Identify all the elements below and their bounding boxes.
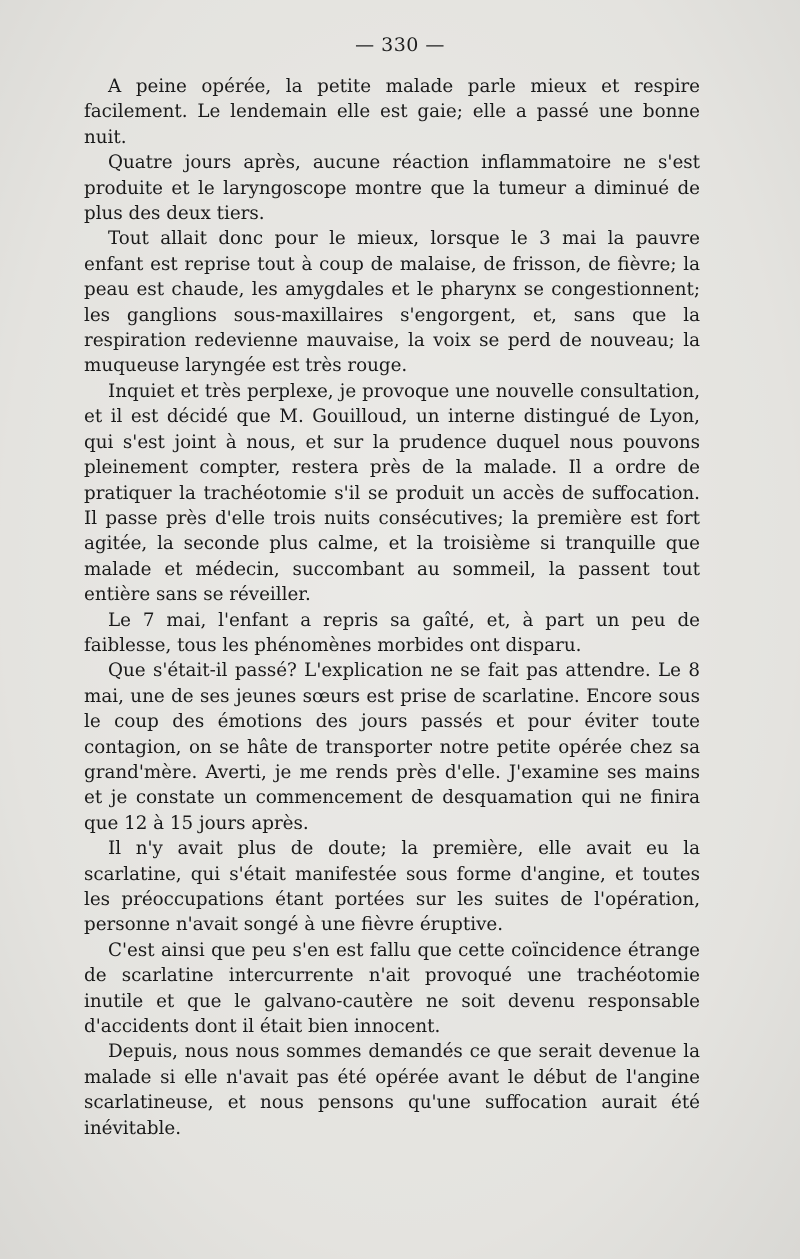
paragraph: Depuis, nous nous sommes demandés ce que serait devenue la malade si elle n'avait pas été opérée avant le début de l'angine scarlatineuse, et nous pensons qu'une suffocation aurait été inévitable. — [84, 1041, 700, 1139]
page-number: — 330 — — [355, 34, 445, 56]
paragraph: Quatre jours après, aucune réaction inflammatoire ne s'est produite et le laryngoscope montre que la tumeur a diminué de plus des deux tiers. — [84, 152, 700, 225]
paragraph: Il n'y avait plus de doute; la première, elle avait eu la scarlatine, qui s'était manifestée sous forme d'angine, et toutes les préoccupations étant portées sur les suites de l'opération, personne n'avait songé à une fièvre éruptive. — [84, 838, 700, 936]
paragraph: A peine opérée, la petite malade parle mieux et respire facilement. Le lendemain elle est gaie; elle a passé une bonne nuit. — [84, 76, 700, 148]
paragraph: C'est ainsi que peu s'en est fallu que cette coïncidence étrange de scarlatine intercurrente n'ait provoqué une trachéotomie inutile et que le galvano-cautère ne soit devenu responsable d'accidents dont il était bien innocent. — [84, 939, 700, 1038]
paragraph: Tout allait donc pour le mieux, lorsque le 3 mai la pauvre enfant est reprise tout à coup de malaise, de frisson, de fièvre; la peau est chaude, les amygdales et le pharynx se congestionnent; les ganglions sous-maxillaires s'engorgent, et, sans que la respiration redevienne mauvaise, la voix se perd de nouveau; la muqueuse laryngée est très rouge. — [84, 228, 700, 377]
body-text — [84, 74, 700, 1141]
paragraph: Que s'était-il passé? L'explication ne se fait pas attendre. Le 8 mai, une de ses jeunes sœurs est prise de scarlatine. Encore sous le coup des émotions des jours passés et pour éviter toute contagion, on se hâte de transporter notre petite opérée chez sa grand'mère. Averti, je me rends près d'elle. J'examine ses mains et je constate un commencement de desquamation qui ne finira que 12 à 15 jours après. — [84, 660, 700, 834]
paragraph: Le 7 mai, l'enfant a repris sa gaîté, et, à part un peu de faiblesse, tous les phénomènes morbides ont disparu. — [84, 609, 700, 656]
paragraph: Inquiet et très perplexe, je provoque une nouvelle consultation, et il est décidé que M. Gouilloud, un interne distingué de Lyon, qui s'est joint à nous, et sur la prudence duquel nous pouvons pleinement compter, restera près de la malade. Il a ordre de pratiquer la trachéotomie s'il se produit un accès de suffocation. Il passe près d'elle trois nuits consécutives; la première est fort agitée, la seconde plus calme, et la troisième si tranquille que malade et médecin, succombant au sommeil, la passent tout entière sans se réveiller. — [84, 380, 700, 606]
